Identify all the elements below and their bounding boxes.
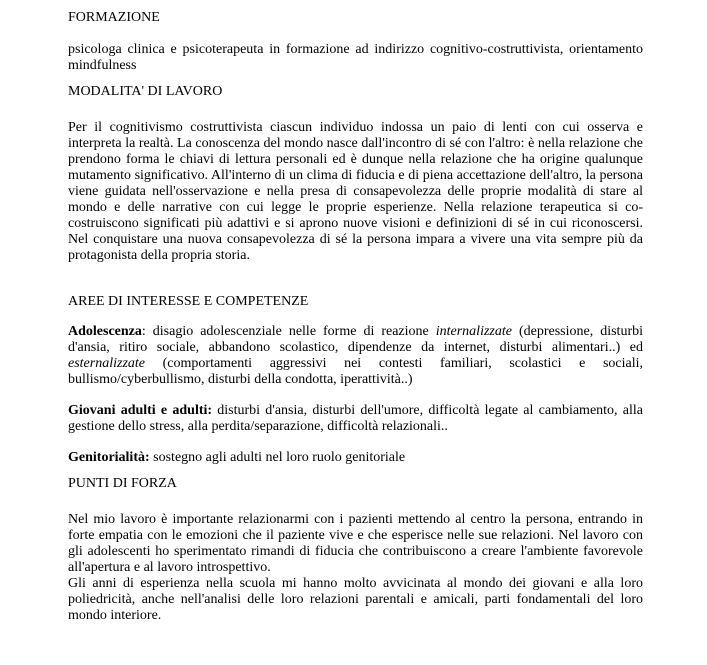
heading-modalita: MODALITA' DI LAVORO <box>68 84 223 99</box>
adolescenza-em-1: internalizzate <box>435 324 512 339</box>
adolescenza-paragraph <box>68 324 643 388</box>
giovani-paragraph <box>68 403 643 435</box>
punti-paragraph-2: Gli anni di esperienza nella scuola mi hanno molto avvicinata al mondo dei giovani e alla loro poliedricità, anche nell'analisi delle loro relazioni parentali e amicali, parti fondamentali del loro mondo interiore. <box>68 576 643 623</box>
genitorialita-label: Genitorialità: <box>68 450 150 465</box>
giovani-text: disturbi d'ansia, disturbi dell'umore, difficoltà legate al cambiamento, alla gestione dello stress, alla perdita/separazione, difficoltà relazionali.. <box>68 403 643 434</box>
adolescenza-label: Adolescenza <box>68 324 142 339</box>
modalita-text: Per il cognitivismo costruttivista ciascun individuo indossa un paio di lenti con cui osserva e interpreta la realtà. La conoscenza del mondo nasce dall'incontro di sé con l'altro: è nella relazione che prendono forma le chiavi di lettura personali ed è dunque nella relazione che ha origine qualunque mutamento significativo. All'interno di un clima di fiducia e di piena accettazione dell'altro, la persona viene guidata nell'osservazione e nella presa di consapevolezza delle proprie modalità di stare al mondo e delle narrative con cui legge le proprie esperienze. Nella relazione terapeutica si co-costruiscono significati più adattivi e si aprono nuove visioni e definizioni di sé in cui riconoscersi. Nel conquistare una nuova consapevolezza di sé la persona impara a vivere una vita sempre più da protagonista della propria storia. <box>68 120 643 263</box>
heading-aree: AREE DI INTERESSE E COMPETENZE <box>68 294 309 309</box>
punti-paragraph-1: Nel mio lavoro è importante relazionarmi con i pazienti mettendo al centro la persona, entrando in forte empatia con le emozioni che il paziente vive e che esperisce nelle sue relazioni. Nel lavoro con gli adolescenti ho sperimentato rimandi di fiducia che contribuiscono a creare l'ambiente favorevole all'apertura e al lavoro introspettivo. <box>68 512 643 575</box>
formazione-text: psicologa clinica e psicoterapeuta in formazione ad indirizzo cognitivo-costruttivista, orientamento mindfulness <box>68 42 643 73</box>
heading-formazione: FORMAZIONE <box>68 10 160 25</box>
adolescenza-em-2: esternalizzate <box>68 356 145 371</box>
genitorialita-text: sostegno agli adulti nel loro ruolo genitoriale <box>149 450 406 465</box>
giovani-label: Giovani adulti e adulti: <box>68 403 213 418</box>
heading-punti: PUNTI DI FORZA <box>68 476 177 491</box>
adolescenza-text-2: (depressione, disturbi d'ansia, ritiro sociale, abbandono scolastico, dipendenze da internet, disturbi alimentari..) ed <box>68 324 643 355</box>
adolescenza-text-3: (comportamenti aggressivi nei contesti familiari, scolastici e sociali, bullismo/cyberbullismo, disturbi della condotta, iperattività..) <box>68 356 643 387</box>
genitorialita-paragraph <box>68 450 643 466</box>
adolescenza-text-1: : disagio adolescenziale nelle forme di reazione <box>141 324 436 339</box>
